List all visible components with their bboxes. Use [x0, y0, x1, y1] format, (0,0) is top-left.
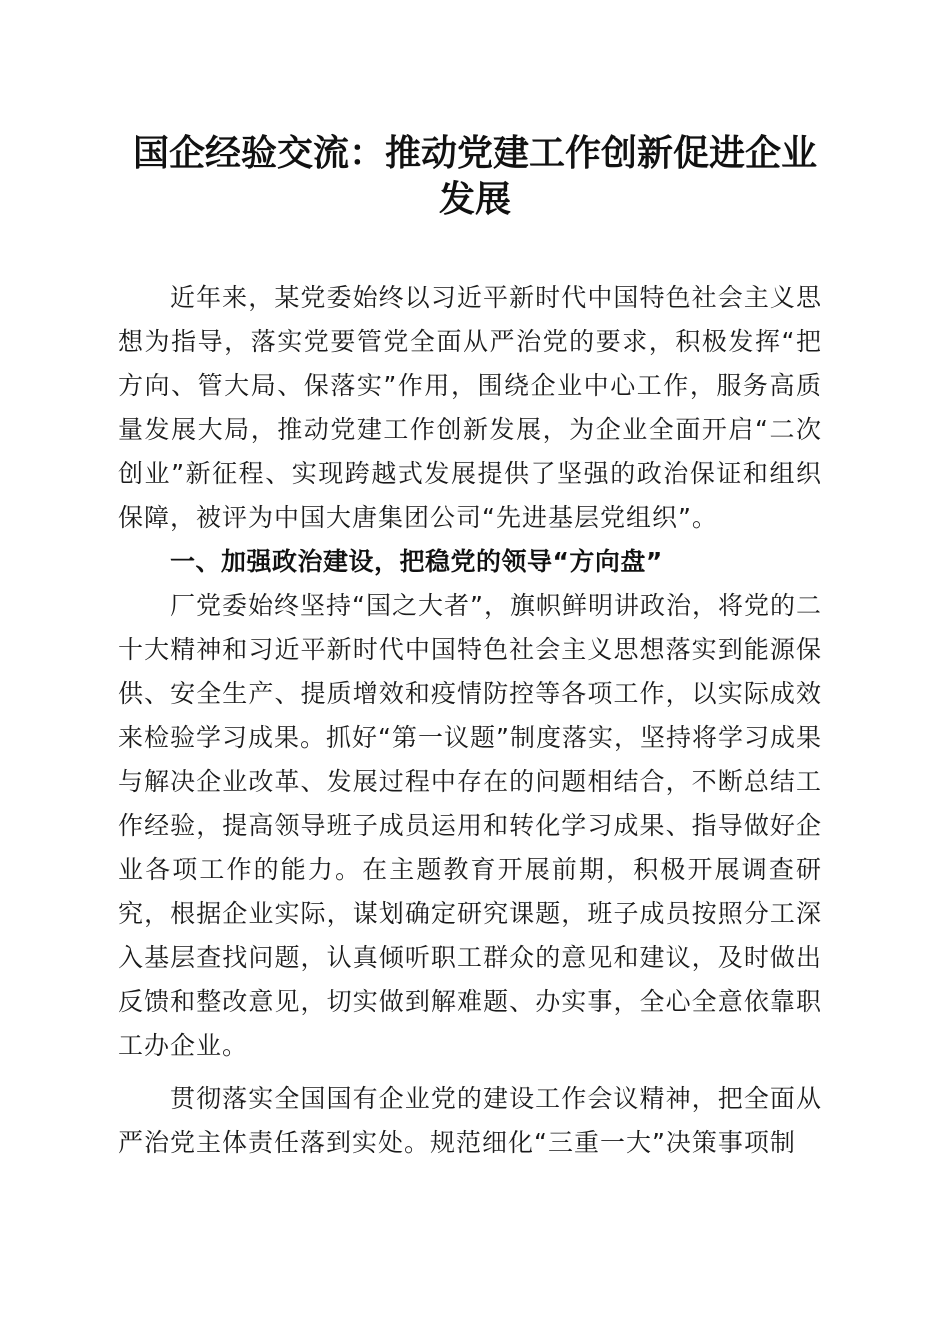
document-body [118, 276, 822, 1165]
body-paragraph: 厂党委始终坚持“国之大者”，旗帜鲜明讲政治，将党的二十大精神和习近平新时代中国特色社会主义思想落实到能源保供、安全生产、提质增效和疫情防控等各项工作，以实际成效来检验学习成果。抓好“第一议题”制度落实，坚持将学习成果与解决企业改革、发展过程中存在的问题相结合，不断总结工作经验，提高领导班子成员运用和转化学习成果、指导做好企业各项工作的能力。在主题教育开展前期，积极开展调查研究，根据企业实际，谋划确定研究课题，班子成员按照分工深入基层查找问题，认真倾听职工群众的意见和建议，及时做出反馈和整改意见，切实做到解难题、办实事，全心全意依靠职工办企业。 [118, 591, 822, 1060]
intro-paragraph: 近年来，某党委始终以习近平新时代中国特色社会主义思想为指导，落实党要管党全面从严治党的要求，积极发挥“把方向、管大局、保落实”作用，围绕企业中心工作，服务高质量发展大局，推动党建工作创新发展，为企业全面开启“二次创业”新征程、实现跨越式发展提供了坚强的政治保证和组织保障，被评为中国大唐集团公司“先进基层党组织”。 [118, 283, 822, 532]
body-paragraph: 贯彻落实全国国有企业党的建设工作会议精神，把全面从严治党主体责任落到实处。规范细化“三重一大”决策事项制 [118, 1084, 822, 1157]
document-title: 国企经验交流：推动党建工作创新促进企业发展 [132, 132, 817, 220]
section-heading: 一、加强政治建设，把稳党的领导“方向盘” [170, 547, 663, 576]
